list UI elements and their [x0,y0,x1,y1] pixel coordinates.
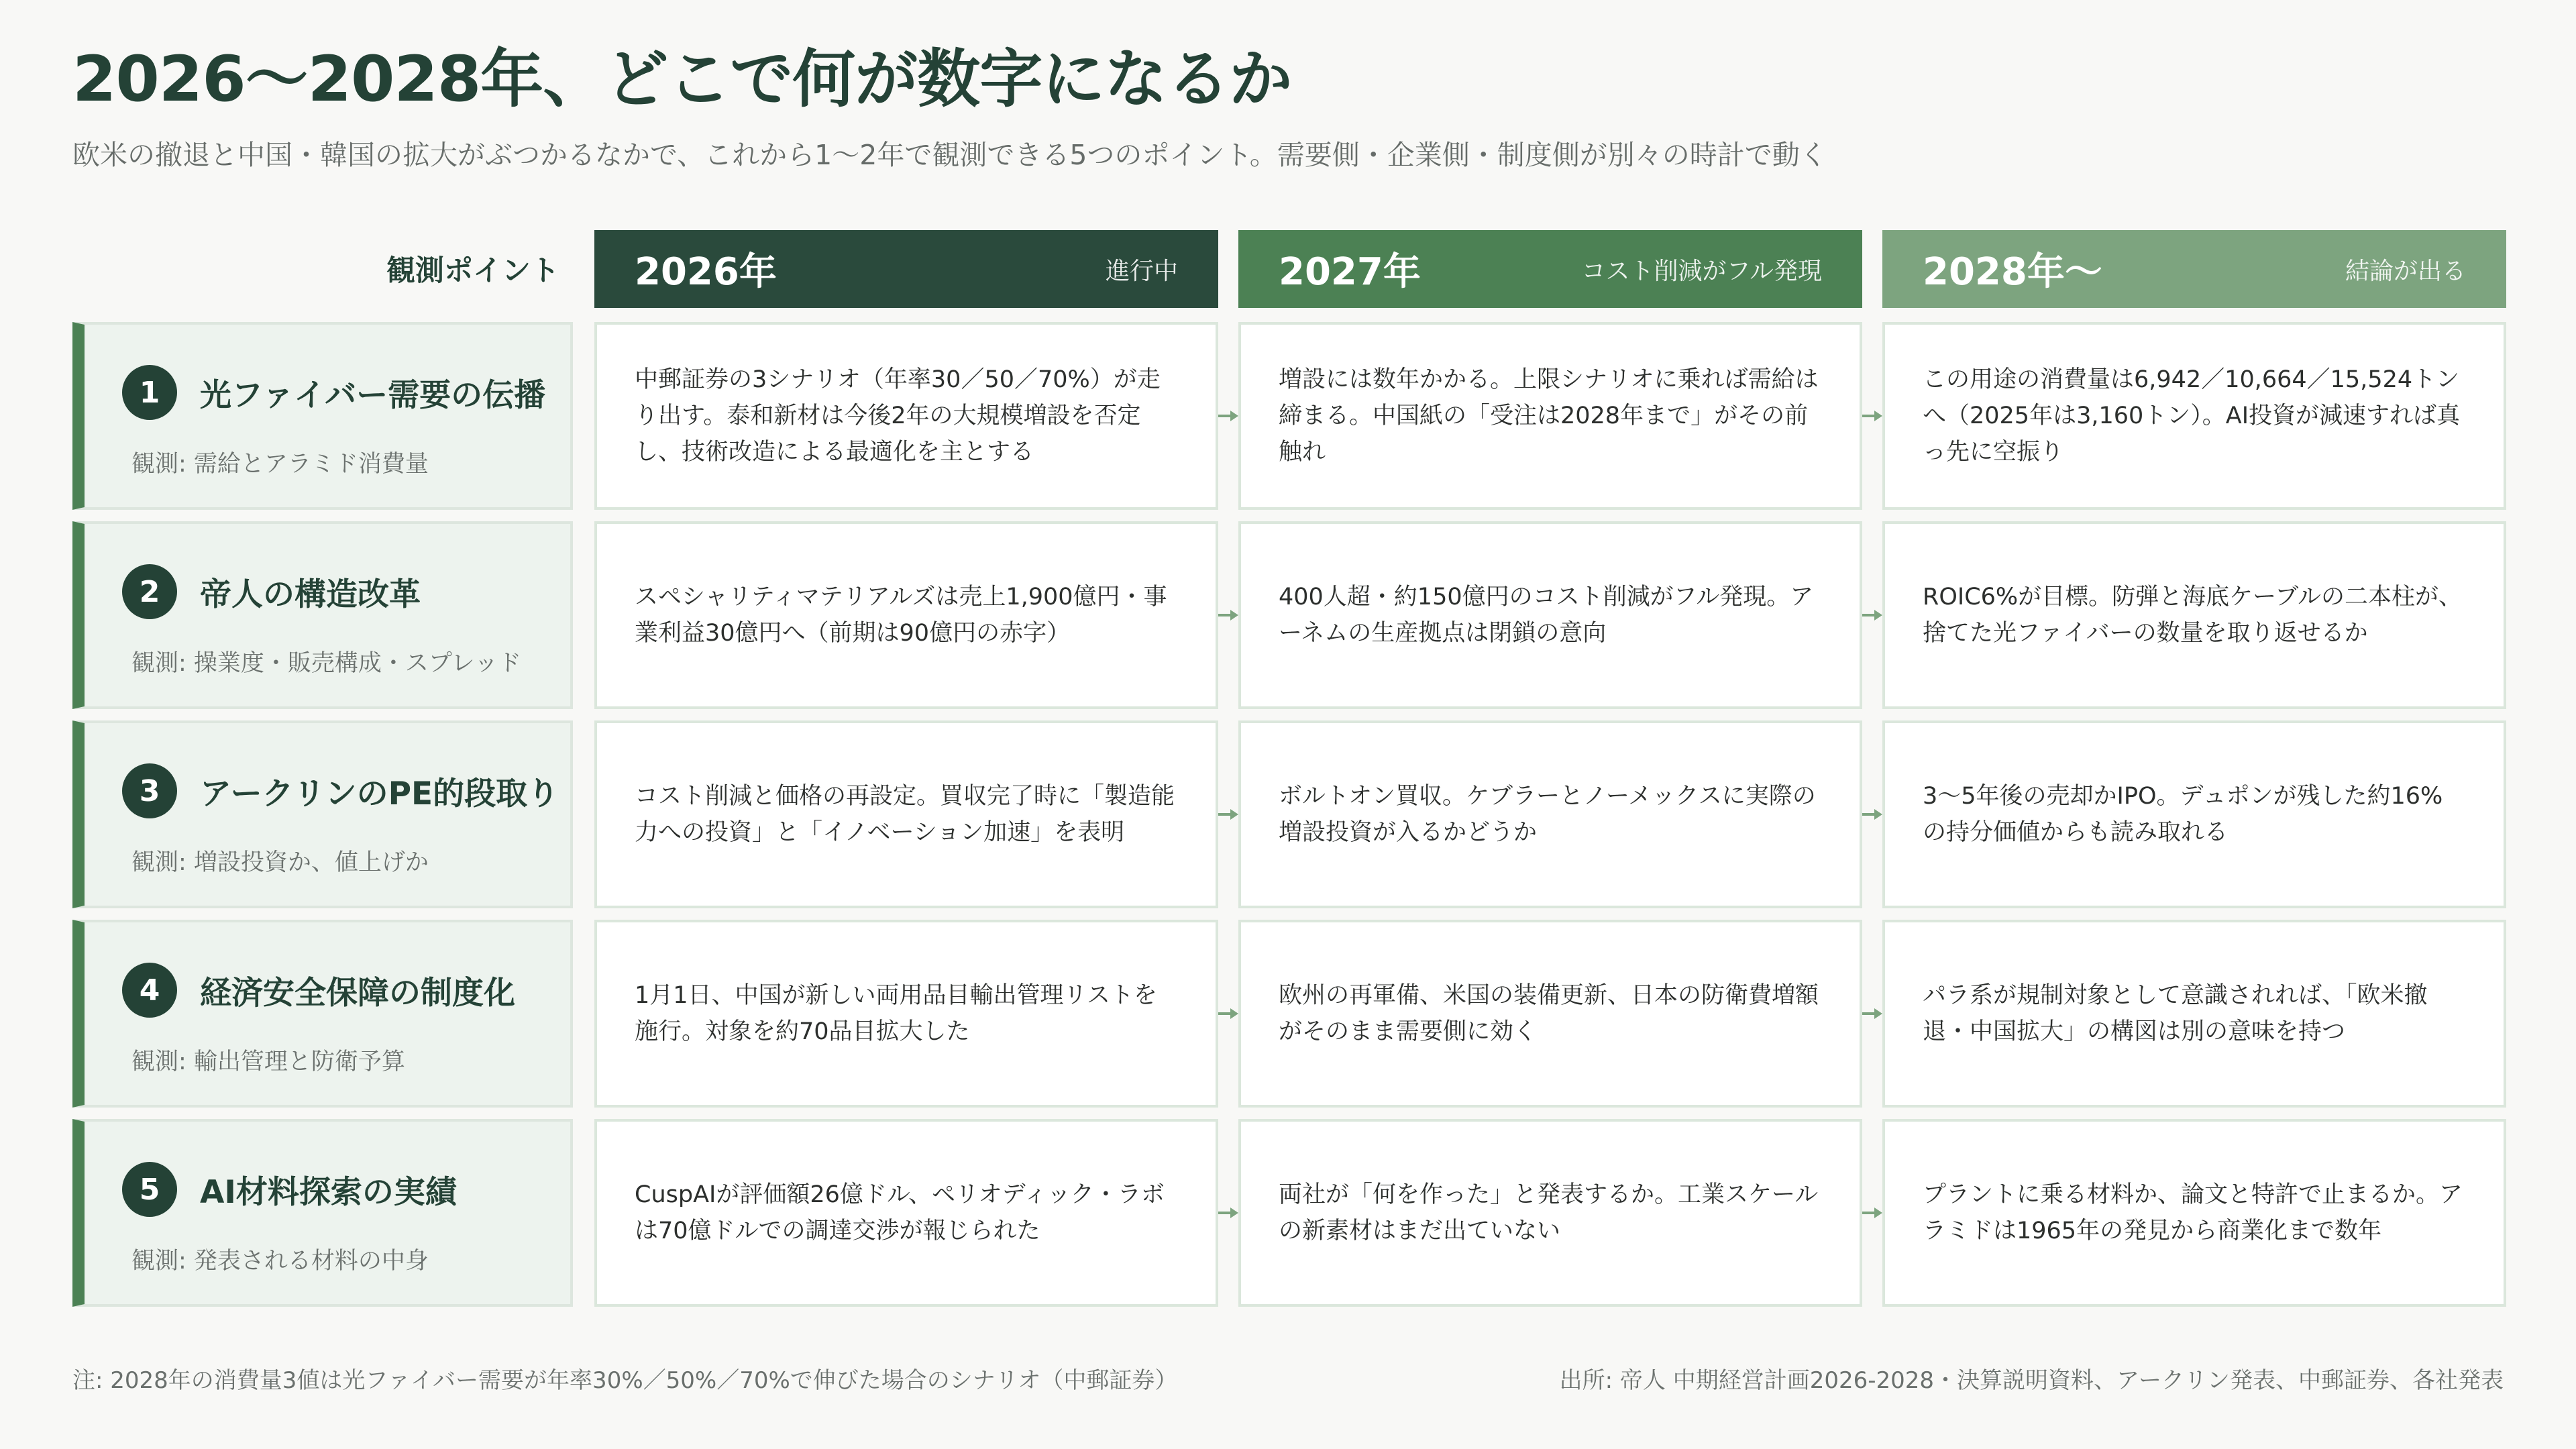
row-title: AI材料探索の実績 [200,1174,457,1211]
row-title: アークリンのPE的段取り [200,775,559,812]
year-status: 進行中 [1105,257,1178,285]
row-label-box [72,322,573,510]
cell-text: 1月1日、中国が新しい両用品目輸出管理リストを施行。対象を約70品目拡大した [635,981,1157,1045]
year-label: 2028年〜 [1923,250,2102,294]
row-observation: 観測: 操業度・販売構成・スプレッド [131,650,522,677]
cell-text: 400人超・約150億円のコスト削減がフル発現。アーネムの生産拠点は閉鎖の意向 [1279,583,1814,647]
cell-2027 [1238,920,1862,1108]
row-number-badge: 4 [122,963,177,1018]
cell-2026 [594,1119,1218,1307]
row-economic-security [72,920,2504,1108]
cell-text: ROIC6%が目標。防弾と海底ケーブルの二本柱が、捨てた光ファイバーの数量を取り返せるか [1923,583,2463,647]
year-status: 結論が出る [2345,257,2466,285]
row-label-box [72,720,573,908]
cell-2027 [1238,1119,1862,1307]
cell-2026 [594,322,1218,510]
cell-text: プラントに乗る材料か、論文と特許で止まるか。アラミドは1965年の発見から商業化まで数年 [1923,1181,2463,1244]
row-label-box [72,1119,573,1307]
cell-text: この用途の消費量は6,942／10,664／15,524トンへ（2025年は3,160トン）。AI投資が減速すれば真っ先に空振り [1923,366,2461,466]
row-ai-materials [72,1119,2504,1307]
cell-2026 [594,720,1218,908]
arrow-right-icon [1862,607,1882,623]
observation-column-header: 観測ポイント [386,254,559,288]
cell-2028 [1882,920,2506,1108]
row-arclin-pe [72,720,2504,908]
arrow-right-icon [1862,806,1882,822]
year-label: 2027年 [1279,250,1421,294]
row-observation: 観測: 増設投資か、値上げか [131,849,429,876]
row-title: 経済安全保障の制度化 [200,975,515,1012]
row-number-badge: 3 [122,763,177,818]
cell-2028 [1882,322,2506,510]
row-title: 光ファイバー需要の伝播 [200,377,546,414]
cell-text: パラ系が規制対象として意識されれば、「欧米撤退・中国拡大」の構図は別の意味を持つ [1923,981,2428,1045]
cell-2028 [1882,720,2506,908]
source-credit: 出所: 帝人 中期経営計画2026-2028・決算説明資料、アークリン発表、中郵証券、各社発表 [1559,1367,2504,1394]
cell-text: コスト削減と価格の再設定。買収完了時に「製造能力への投資」と「イノベーション加速」を表明 [635,782,1175,846]
cell-2026 [594,920,1218,1108]
arrow-right-icon [1218,1006,1238,1022]
cell-2028 [1882,1119,2506,1307]
row-number-badge: 1 [122,365,177,420]
arrow-right-icon [1218,806,1238,822]
row-title: 帝人の構造改革 [200,576,421,613]
arrow-right-icon [1218,1205,1238,1221]
cell-text: 増設には数年かかる。上限シナリオに乗れば需給は締まる。中国紙の「受注は2028年まで」がその前触れ [1279,366,1819,466]
cell-2027 [1238,720,1862,908]
cell-text: ボルトオン買収。ケブラーとノーメックスに実際の増設投資が入るかどうか [1279,782,1816,846]
year-label: 2026年 [635,250,777,294]
arrow-right-icon [1218,408,1238,424]
year-header-2028 [1882,230,2506,308]
row-observation: 観測: 発表される材料の中身 [131,1248,429,1275]
cell-2027 [1238,521,1862,709]
page-title: 2026〜2028年、どこで何が数字になるか [72,43,1292,116]
arrow-right-icon [1862,1205,1882,1221]
cell-text: CuspAIが評価額26億ドル、ペリオディック・ラボは70億ドルでの調達交渉が報じられた [635,1181,1165,1244]
arrow-right-icon [1862,408,1882,424]
row-fiber-demand [72,322,2504,510]
row-label-box [72,920,573,1108]
cell-text: 3〜5年後の売却かIPO。デュポンが残した約16%の持分価値からも読み取れる [1923,782,2443,846]
row-number-badge: 2 [122,564,177,619]
arrow-right-icon [1862,1006,1882,1022]
arrow-right-icon [1218,607,1238,623]
row-label-box [72,521,573,709]
year-header-2026 [594,230,1218,308]
year-status: コスト削減がフル発現 [1581,257,1822,285]
year-header-2027 [1238,230,1862,308]
cell-2028 [1882,521,2506,709]
row-observation: 観測: 輸出管理と防衛予算 [131,1049,405,1075]
cell-text: スペシャリティマテリアルズは売上1,900億円・事業利益30億円へ（前期は90億円の赤字） [635,583,1167,647]
cell-text: 中郵証券の3シナリオ（年率30／50／70%）が走り出す。泰和新材は今後2年の大規模増設を否定し、技術改造による最適化を主とする [635,366,1161,466]
row-observation: 観測: 需給とアラミド消費量 [131,451,429,478]
cell-text: 欧州の再軍備、米国の装備更新、日本の防衛費増額がそのまま需要側に効く [1279,981,1819,1045]
cell-2027 [1238,322,1862,510]
row-teijin-restructuring [72,521,2504,709]
page-subtitle: 欧米の撤退と中国・韓国の拡大がぶつかるなかで、これから1〜2年で観測できる5つのポイント。需要側・企業側・制度側が別々の時計で動く [72,139,1827,171]
row-number-badge: 5 [122,1162,177,1217]
cell-2026 [594,521,1218,709]
cell-text: 両社が「何を作った」と発表するか。工業スケールの新素材はまだ出ていない [1279,1181,1819,1244]
footnote: 注: 2028年の消費量3値は光ファイバー需要が年率30%／50%／70%で伸びた場合のシナリオ（中郵証券） [72,1367,1178,1394]
